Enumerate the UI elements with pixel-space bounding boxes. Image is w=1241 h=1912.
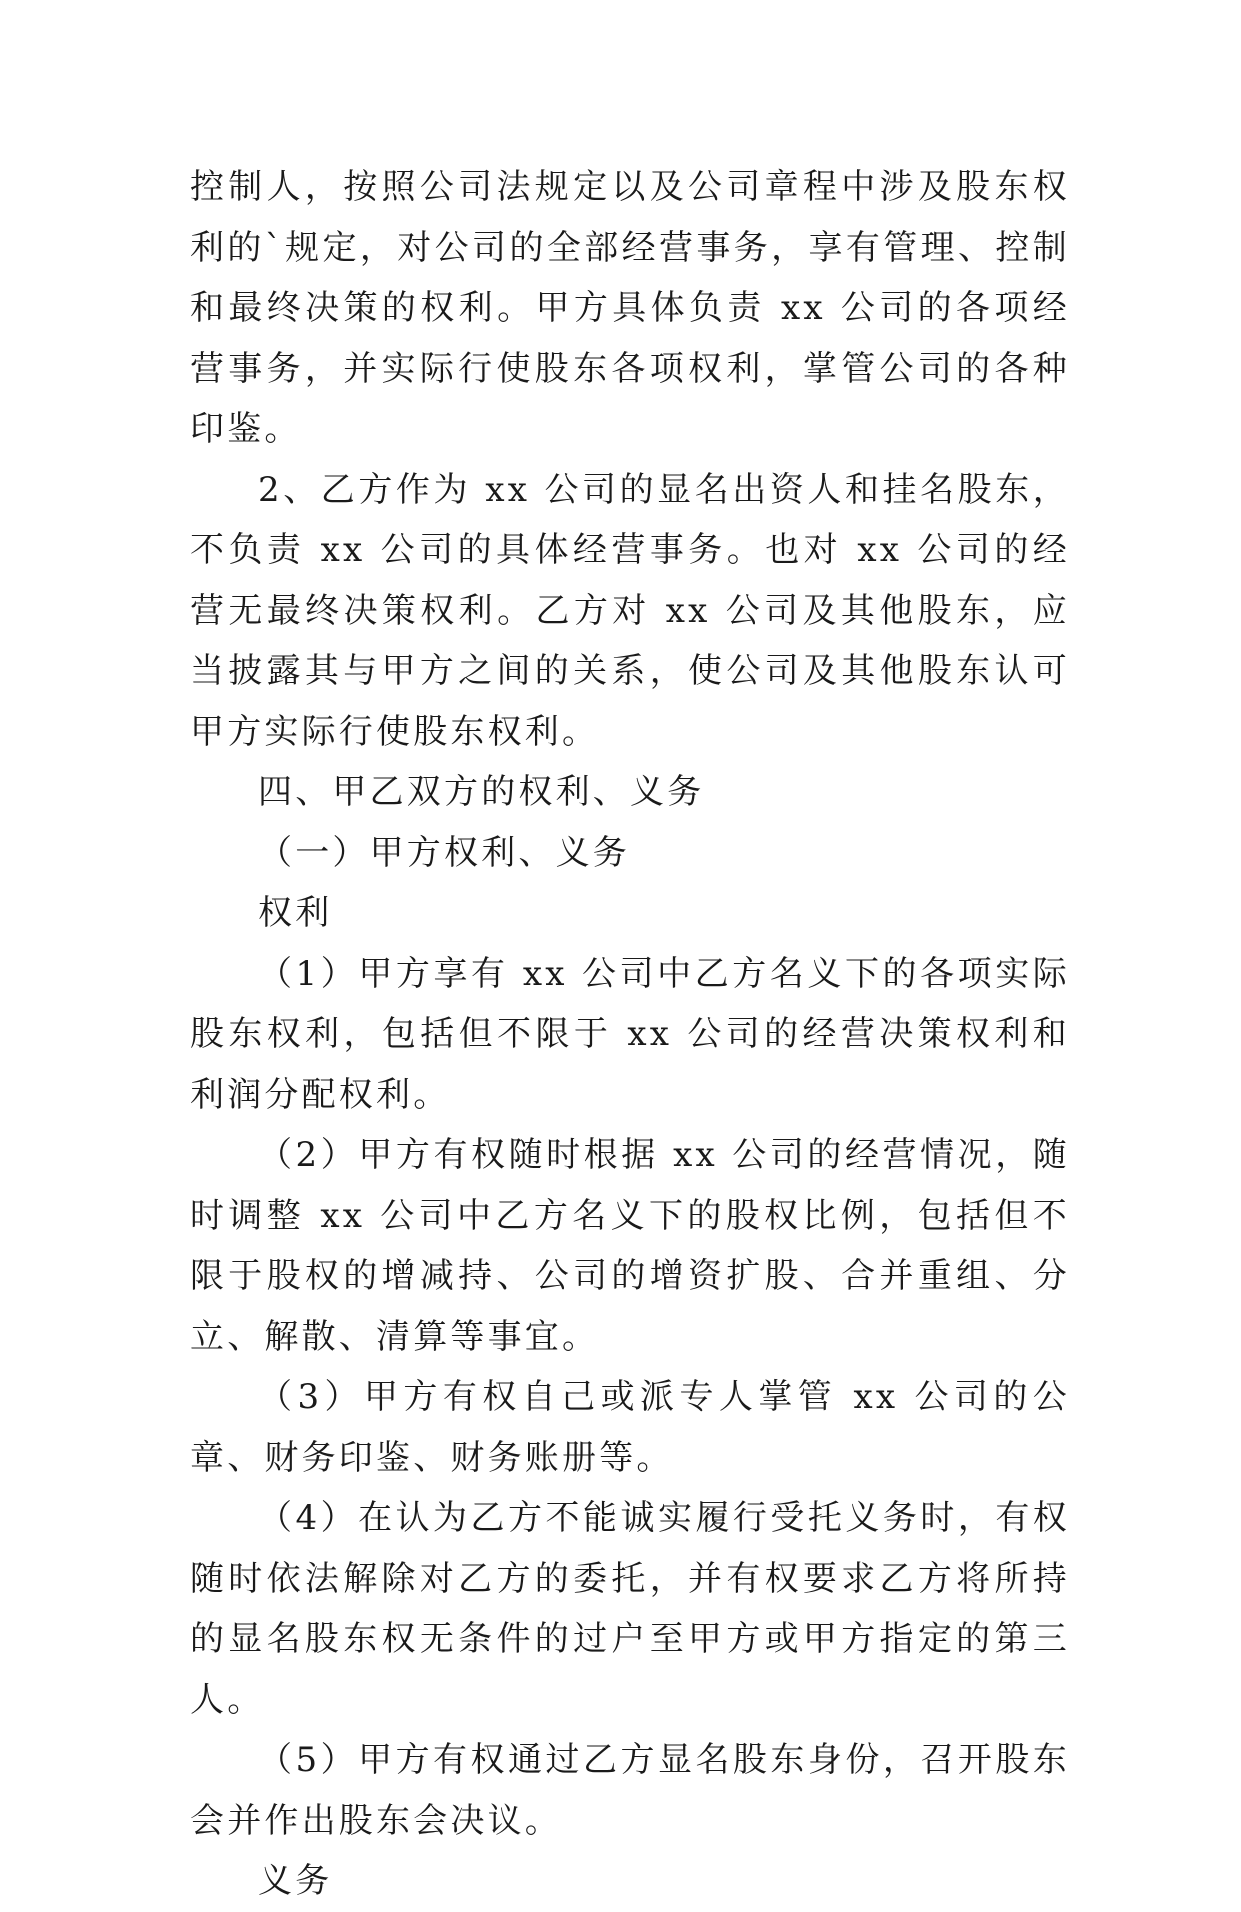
paragraph-controller-rights: 控制人，按照公司法规定以及公司章程中涉及股东权利的`规定，对公司的全部经营事务，享有管理、控制和最终决策的权利。甲方具体负责 xx 公司的各项经营事务，并实际行使股东各项权利，掌管公司的各种印鉴。 (190, 167, 1070, 449)
paragraph-right-1: （1）甲方享有 xx 公司中乙方名义下的各项实际股东权利，包括但不限于 xx 公司的经营决策权利和利润分配权利。 (190, 953, 1070, 1115)
paragraph-right-3: （3）甲方有权自己或派专人掌管 xx 公司的公章、财务印鉴、财务账册等。 (190, 1377, 1070, 1478)
paragraph-right-4: （4）在认为乙方不能诚实履行受托义务时，有权随时依法解除对乙方的委托，并有权要求乙方将所持的显名股东权无条件的过户至甲方或甲方指定的第三人。 (190, 1498, 1070, 1720)
document-body (190, 157, 1070, 1912)
heading-rights: 权利 (258, 893, 333, 933)
paragraph-right-2: （2）甲方有权随时根据 xx 公司的经营情况，随时调整 xx 公司中乙方名义下的股权比例，包括但不限于股权的增减持、公司的增资扩股、合并重组、分立、解散、清算等事宜。 (190, 1135, 1070, 1357)
heading-obligations: 义务 (258, 1861, 333, 1901)
section-heading-rights-obligations: 四、甲乙双方的权利、义务 (258, 772, 705, 812)
paragraph-nominee-role: 2、乙方作为 xx 公司的显名出资人和挂名股东，不负责 xx 公司的具体经营事务。也对 xx 公司的经营无最终决策权利。乙方对 xx 公司及其他股东，应当披露其与甲方之间的关系，使公司及其他股东认可甲方实际行使股东权利。 (190, 469, 1070, 752)
subsection-heading-party-a: （一）甲方权利、义务 (258, 832, 630, 873)
paragraph-right-5: （5）甲方有权通过乙方显名股东身份，召开股东会并作出股东会决议。 (190, 1740, 1070, 1841)
